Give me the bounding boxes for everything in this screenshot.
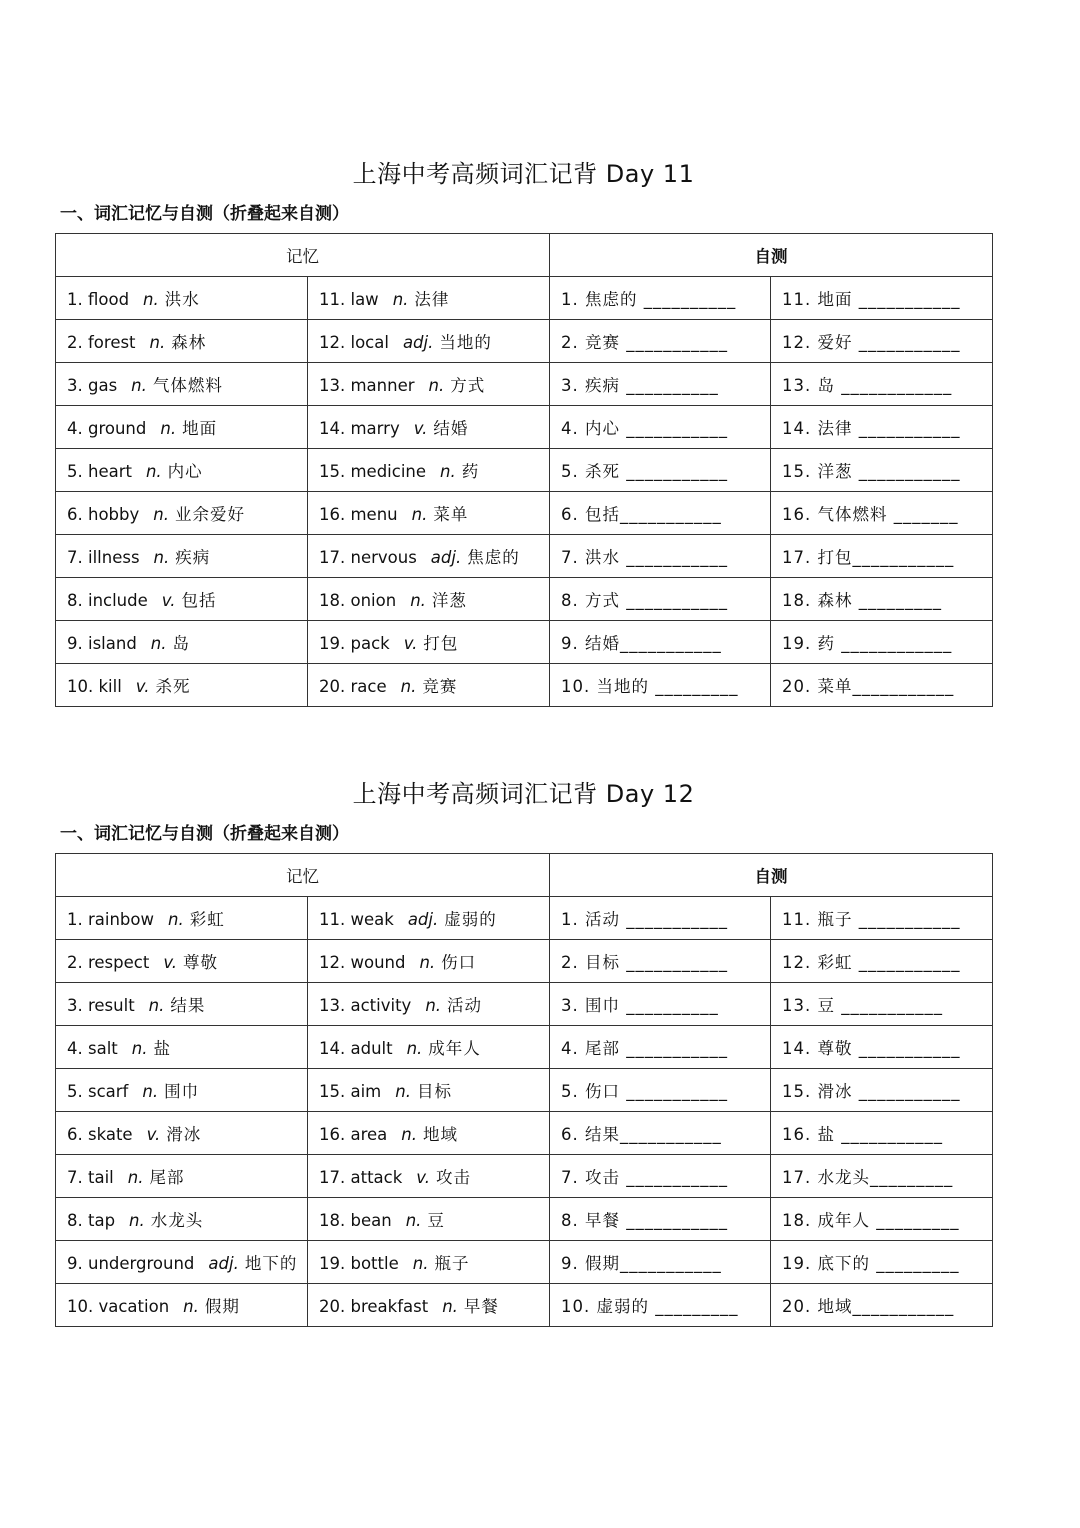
word-text: 16. menu (319, 505, 398, 524)
part-of-speech: n. (406, 1039, 423, 1058)
memory-cell (56, 320, 308, 363)
test-cell: 14. 法律 ___________ (771, 406, 993, 449)
part-of-speech: n. (442, 1297, 458, 1316)
test-cell: 12. 爱好 ___________ (771, 320, 993, 363)
day11-subtitle: 一、词汇记忆与自测（折叠起来自测） (60, 204, 349, 224)
day12-section (55, 776, 992, 1327)
test-cell: 1. 活动 ___________ (550, 897, 771, 940)
table-row (56, 1155, 993, 1198)
memory-cell (308, 363, 550, 406)
word-text: 13. activity (319, 996, 412, 1015)
word-text: 10. kill (67, 677, 122, 696)
word-text: 4. ground (67, 419, 147, 438)
test-cell: 9. 结婚___________ (550, 621, 771, 664)
table-row (56, 277, 993, 320)
word-text: 7. tail (67, 1168, 114, 1187)
memory-cell (56, 1198, 308, 1241)
part-of-speech: adj. (407, 910, 439, 929)
memory-header: 记忆 (56, 234, 550, 277)
test-cell: 4. 尾部 ___________ (550, 1026, 771, 1069)
memory-cell (56, 277, 308, 320)
meaning-text: 假期 (204, 1297, 240, 1316)
memory-cell (56, 1112, 308, 1155)
table-row (56, 897, 993, 940)
test-cell: 19. 药 ____________ (771, 621, 993, 664)
table-row (56, 320, 993, 363)
day11-vocab-table (55, 233, 993, 707)
memory-cell (56, 1069, 308, 1112)
table-row (56, 363, 993, 406)
meaning-text: 活动 (447, 996, 483, 1015)
word-text: 12. wound (319, 953, 406, 972)
word-text: 11. weak (319, 910, 394, 929)
word-text: 4. salt (67, 1039, 118, 1058)
meaning-text: 地下的 (244, 1254, 298, 1273)
part-of-speech: n. (131, 376, 147, 395)
meaning-text: 疾病 (175, 548, 211, 567)
table-row (56, 1284, 993, 1327)
word-text: 12. local (319, 333, 389, 352)
test-cell: 13. 岛 ____________ (771, 363, 993, 406)
word-text: 20. breakfast (319, 1297, 429, 1316)
memory-cell (56, 1241, 308, 1284)
word-text: 19. bottle (319, 1254, 399, 1273)
memory-cell (308, 664, 550, 707)
meaning-text: 地面 (182, 419, 218, 438)
word-text: 2. forest (67, 333, 136, 352)
table-row (56, 1241, 993, 1284)
memory-cell (56, 406, 308, 449)
day11-section (55, 156, 992, 707)
memory-cell (56, 1284, 308, 1327)
day12-vocab-table (55, 853, 993, 1327)
test-cell: 4. 内心 ___________ (550, 406, 771, 449)
memory-cell (56, 621, 308, 664)
test-cell: 6. 结果___________ (550, 1112, 771, 1155)
part-of-speech: n. (143, 290, 159, 309)
test-cell: 10. 当地的 _________ (550, 664, 771, 707)
word-text: 19. pack (319, 634, 390, 653)
test-cell: 11. 瓶子 ___________ (771, 897, 993, 940)
meaning-text: 方式 (450, 376, 486, 395)
test-cell: 17. 水龙头_________ (771, 1155, 993, 1198)
word-text: 8. include (67, 591, 148, 610)
memory-header: 记忆 (56, 854, 550, 897)
memory-cell (308, 1284, 550, 1327)
table-row (56, 1069, 993, 1112)
part-of-speech: n. (392, 290, 409, 309)
table-row (56, 406, 993, 449)
part-of-speech: v. (163, 953, 177, 972)
part-of-speech: n. (142, 1082, 159, 1101)
part-of-speech: adj. (402, 333, 434, 352)
meaning-text: 杀死 (155, 677, 191, 696)
memory-cell (56, 1026, 308, 1069)
test-cell: 9. 假期___________ (550, 1241, 771, 1284)
word-text: 6. hobby (67, 505, 140, 524)
table-row (56, 492, 993, 535)
memory-cell (308, 578, 550, 621)
part-of-speech: n. (419, 953, 436, 972)
memory-cell (308, 449, 550, 492)
word-text: 7. illness (67, 548, 140, 567)
word-text: 3. result (67, 996, 135, 1015)
memory-cell (308, 1198, 550, 1241)
memory-cell (308, 1026, 550, 1069)
memory-cell (56, 535, 308, 578)
table-row (56, 535, 993, 578)
word-text: 14. adult (319, 1039, 393, 1058)
word-text: 5. scarf (67, 1082, 129, 1101)
test-cell: 7. 洪水 ___________ (550, 535, 771, 578)
part-of-speech: adj. (208, 1254, 239, 1273)
memory-cell (56, 363, 308, 406)
meaning-text: 彩虹 (189, 910, 225, 929)
word-text: 17. attack (319, 1168, 403, 1187)
part-of-speech: n. (127, 1168, 144, 1187)
word-text: 3. gas (67, 376, 118, 395)
table-header-row (56, 854, 993, 897)
memory-cell (308, 1241, 550, 1284)
part-of-speech: n. (411, 505, 428, 524)
day12-rows (56, 897, 993, 1327)
meaning-text: 结果 (170, 996, 206, 1015)
word-text: 16. area (319, 1125, 388, 1144)
word-text: 20. race (319, 677, 387, 696)
word-text: 17. nervous (319, 548, 417, 567)
word-text: 18. onion (319, 591, 397, 610)
test-cell: 16. 气体燃料 _______ (771, 492, 993, 535)
test-cell: 1. 焦虑的 __________ (550, 277, 771, 320)
part-of-speech: n. (145, 462, 162, 481)
meaning-text: 结婚 (433, 419, 469, 438)
test-cell: 5. 伤口 ___________ (550, 1069, 771, 1112)
word-text: 5. heart (67, 462, 132, 481)
memory-cell (56, 1155, 308, 1198)
meaning-text: 早餐 (463, 1297, 499, 1316)
meaning-text: 当地的 (439, 333, 492, 352)
meaning-text: 尊敬 (183, 953, 218, 972)
test-cell: 8. 方式 ___________ (550, 578, 771, 621)
test-cell: 2. 竞赛 ___________ (550, 320, 771, 363)
test-cell: 17. 打包___________ (771, 535, 993, 578)
table-row (56, 1112, 993, 1155)
memory-cell (56, 983, 308, 1026)
word-text: 9. underground (67, 1254, 195, 1273)
day11-title: 上海中考高频词汇记背 Day 11 (352, 160, 695, 188)
meaning-text: 森林 (171, 333, 207, 352)
meaning-text: 竞赛 (422, 677, 458, 696)
test-cell: 11. 地面 ___________ (771, 277, 993, 320)
test-header: 自测 (550, 234, 993, 277)
part-of-speech: n. (395, 1082, 411, 1101)
part-of-speech: n. (148, 996, 165, 1015)
day12-subtitle: 一、词汇记忆与自测（折叠起来自测） (60, 824, 349, 844)
table-row (56, 1026, 993, 1069)
part-of-speech: n. (183, 1297, 199, 1316)
memory-cell (308, 983, 550, 1026)
word-text: 1. flood (67, 290, 130, 309)
part-of-speech: adj. (430, 548, 462, 567)
meaning-text: 瓶子 (434, 1254, 470, 1273)
table-row (56, 578, 993, 621)
test-cell: 15. 滑冰 ___________ (771, 1069, 993, 1112)
memory-cell (308, 277, 550, 320)
memory-cell (56, 897, 308, 940)
word-text: 6. skate (67, 1125, 133, 1144)
memory-cell (308, 406, 550, 449)
part-of-speech: n. (153, 548, 170, 567)
meaning-text: 洪水 (164, 290, 200, 309)
test-cell: 20. 地域___________ (771, 1284, 993, 1327)
memory-cell (308, 1069, 550, 1112)
meaning-text: 水龙头 (150, 1211, 204, 1230)
memory-cell (308, 621, 550, 664)
meaning-text: 菜单 (433, 505, 469, 524)
test-cell: 10. 虚弱的 _________ (550, 1284, 771, 1327)
part-of-speech: v. (161, 591, 176, 610)
word-text: 14. marry (319, 419, 400, 438)
word-text: 10. vacation (67, 1297, 170, 1316)
memory-cell (308, 535, 550, 578)
meaning-text: 围巾 (164, 1082, 200, 1101)
memory-cell (56, 664, 308, 707)
word-text: 1. rainbow (67, 910, 154, 929)
memory-cell (308, 940, 550, 983)
part-of-speech: n. (428, 376, 445, 395)
word-text: 9. island (67, 634, 137, 653)
test-cell: 19. 底下的 _________ (771, 1241, 993, 1284)
test-cell: 18. 森林 _________ (771, 578, 993, 621)
test-cell: 7. 攻击 ___________ (550, 1155, 771, 1198)
memory-cell (308, 492, 550, 535)
part-of-speech: n. (412, 1254, 429, 1273)
part-of-speech: v. (135, 677, 150, 696)
memory-cell (56, 449, 308, 492)
meaning-text: 内心 (167, 462, 203, 481)
test-cell: 6. 包括___________ (550, 492, 771, 535)
meaning-text: 焦虑的 (467, 548, 520, 567)
part-of-speech: n. (160, 419, 177, 438)
test-cell: 8. 早餐 ___________ (550, 1198, 771, 1241)
test-cell: 5. 杀死 ___________ (550, 449, 771, 492)
memory-cell (56, 578, 308, 621)
part-of-speech: n. (131, 1039, 148, 1058)
test-cell: 16. 盐 ___________ (771, 1112, 993, 1155)
test-cell: 3. 围巾 __________ (550, 983, 771, 1026)
part-of-speech: n. (153, 505, 169, 524)
part-of-speech: n. (401, 1125, 417, 1144)
day12-title: 上海中考高频词汇记背 Day 12 (352, 780, 695, 808)
memory-cell (56, 492, 308, 535)
meaning-text: 虚弱的 (444, 910, 497, 929)
test-cell: 14. 尊敬 ___________ (771, 1026, 993, 1069)
test-header: 自测 (550, 854, 993, 897)
memory-cell (308, 897, 550, 940)
test-cell: 15. 洋葱 ___________ (771, 449, 993, 492)
meaning-text: 打包 (423, 634, 459, 653)
memory-cell (56, 940, 308, 983)
part-of-speech: n. (149, 333, 166, 352)
test-cell: 3. 疾病 __________ (550, 363, 771, 406)
word-text: 2. respect (67, 953, 150, 972)
meaning-text: 滑冰 (166, 1125, 202, 1144)
day11-rows (56, 277, 993, 707)
meaning-text: 伤口 (441, 953, 477, 972)
word-text: 15. medicine (319, 462, 427, 481)
table-row (56, 983, 993, 1026)
meaning-text: 包括 (181, 591, 217, 610)
table-row (56, 664, 993, 707)
part-of-speech: v. (413, 419, 428, 438)
part-of-speech: n. (129, 1211, 145, 1230)
test-cell: 20. 菜单___________ (771, 664, 993, 707)
test-cell: 18. 成年人 _________ (771, 1198, 993, 1241)
test-cell: 12. 彩虹 ___________ (771, 940, 993, 983)
word-text: 13. manner (319, 376, 415, 395)
table-row (56, 940, 993, 983)
part-of-speech: v. (416, 1168, 430, 1187)
part-of-speech: v. (403, 634, 418, 653)
meaning-text: 气体燃料 (152, 376, 223, 395)
part-of-speech: n. (400, 677, 417, 696)
word-text: 15. aim (319, 1082, 382, 1101)
meaning-text: 业余爱好 (174, 505, 245, 524)
table-row (56, 449, 993, 492)
part-of-speech: n. (150, 634, 167, 653)
word-text: 18. bean (319, 1211, 392, 1230)
meaning-text: 豆 (427, 1211, 445, 1230)
table-row (56, 1198, 993, 1241)
part-of-speech: n. (168, 910, 184, 929)
part-of-speech: v. (146, 1125, 161, 1144)
meaning-text: 岛 (172, 634, 190, 653)
meaning-text: 攻击 (435, 1168, 471, 1187)
part-of-speech: n. (425, 996, 442, 1015)
part-of-speech: n. (410, 591, 426, 610)
memory-cell (308, 1112, 550, 1155)
memory-cell (308, 1155, 550, 1198)
meaning-text: 成年人 (428, 1039, 481, 1058)
meaning-text: 法律 (414, 290, 450, 309)
meaning-text: 药 (461, 462, 480, 481)
test-cell: 2. 目标 ___________ (550, 940, 771, 983)
meaning-text: 地域 (422, 1125, 458, 1144)
meaning-text: 洋葱 (431, 591, 467, 610)
meaning-text: 目标 (416, 1082, 452, 1101)
table-header-row (56, 234, 993, 277)
part-of-speech: n. (440, 462, 456, 481)
meaning-text: 尾部 (149, 1168, 185, 1187)
meaning-text: 盐 (153, 1039, 171, 1058)
part-of-speech: n. (405, 1211, 422, 1230)
test-cell: 13. 豆 ___________ (771, 983, 993, 1026)
table-row (56, 621, 993, 664)
memory-cell (308, 320, 550, 363)
word-text: 8. tap (67, 1211, 116, 1230)
word-text: 11. law (319, 290, 379, 309)
